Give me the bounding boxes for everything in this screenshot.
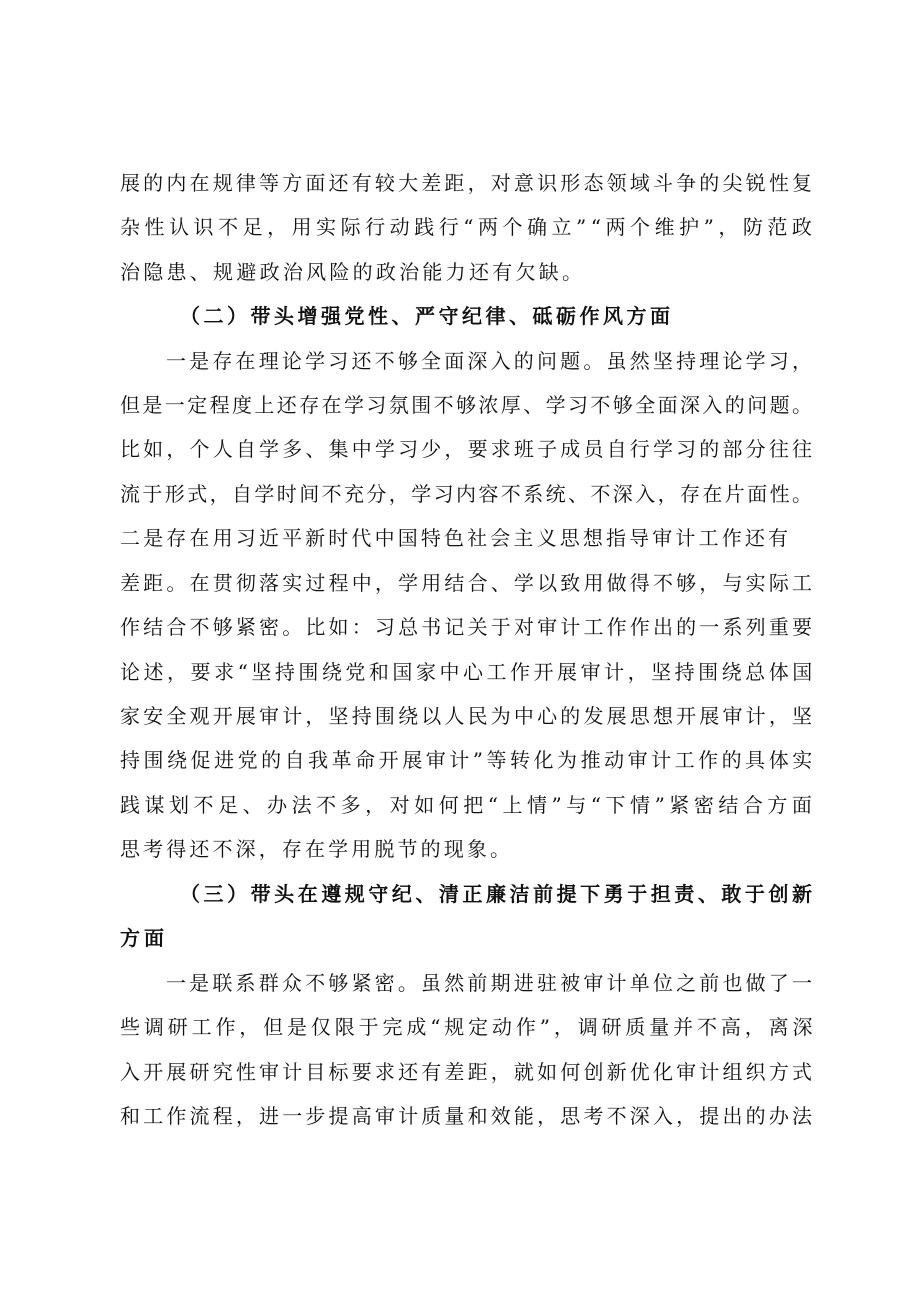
body-line: 差距。在贯彻落实过程中，学用结合、学以致用做得不够，与实际工 — [120, 571, 816, 595]
body-line: 杂性认识不足，用实际行动践行“两个确立”“两个维护”，防范政 — [120, 215, 817, 239]
body-line: 治隐患、规避政治风险的政治能力还有欠缺。 — [120, 260, 586, 284]
body-line: 论述，要求“坚持围绕党和国家中心工作开展审计，坚持围绕总体国 — [120, 660, 816, 684]
body-line: 比如，个人自学多、集中学习少，要求班子成员自行学习的部分往往 — [120, 437, 816, 461]
body-line: 家安全观开展审计，坚持围绕以人民为中心的发展思想开展审计，坚 — [120, 704, 816, 728]
section-heading-3-cont: 方面 — [120, 926, 168, 950]
body-line: 一是存在理论学习还不够全面深入的问题。虽然坚持理论学习， — [166, 349, 816, 373]
body-line: 展的内在规律等方面还有较大差距，对意识形态领域斗争的尖锐性复 — [120, 171, 816, 195]
body-line: 入开展研究性审计目标要求还有差距，就如何创新优化审计组织方式 — [120, 1060, 816, 1084]
body-line: 流于形式，自学时间不充分，学习内容不系统、不深入，存在片面性。 — [120, 482, 815, 506]
body-line: 和工作流程，进一步提高审计质量和效能，思考不深入，提出的办法 — [120, 1104, 816, 1128]
body-line: 些调研工作，但是仅限于完成“规定动作”，调研质量并不高，离深 — [120, 1015, 817, 1039]
body-line: 但是一定程度上还存在学习氛围不够浓厚、学习不够全面深入的问题。 — [120, 393, 815, 417]
section-heading-2: （二）带头增强党性、严守纪律、砥砺作风方面 — [180, 304, 674, 328]
body-line: 一是联系群众不够紧密。虽然前期进驻被审计单位之前也做了一 — [166, 971, 816, 995]
body-line: 思考得还不深，存在学用脱节的现象。 — [120, 837, 514, 861]
body-line: 持围绕促进党的自我革命开展审计”等转化为推动审计工作的具体实 — [120, 748, 816, 772]
body-line: 践谋划不足、办法不多，对如何把“上情”与“下情”紧密结合方面 — [120, 793, 817, 817]
body-line: 作结合不够紧密。比如：习总书记关于对审计工作作出的一系列重要 — [120, 615, 816, 639]
section-heading-3: （三）带头在遵规守纪、清正廉洁前提下勇于担责、敢于创新 — [180, 882, 816, 906]
body-line: 二是存在用习近平新时代中国特色社会主义思想指导审计工作还有 — [120, 526, 792, 550]
